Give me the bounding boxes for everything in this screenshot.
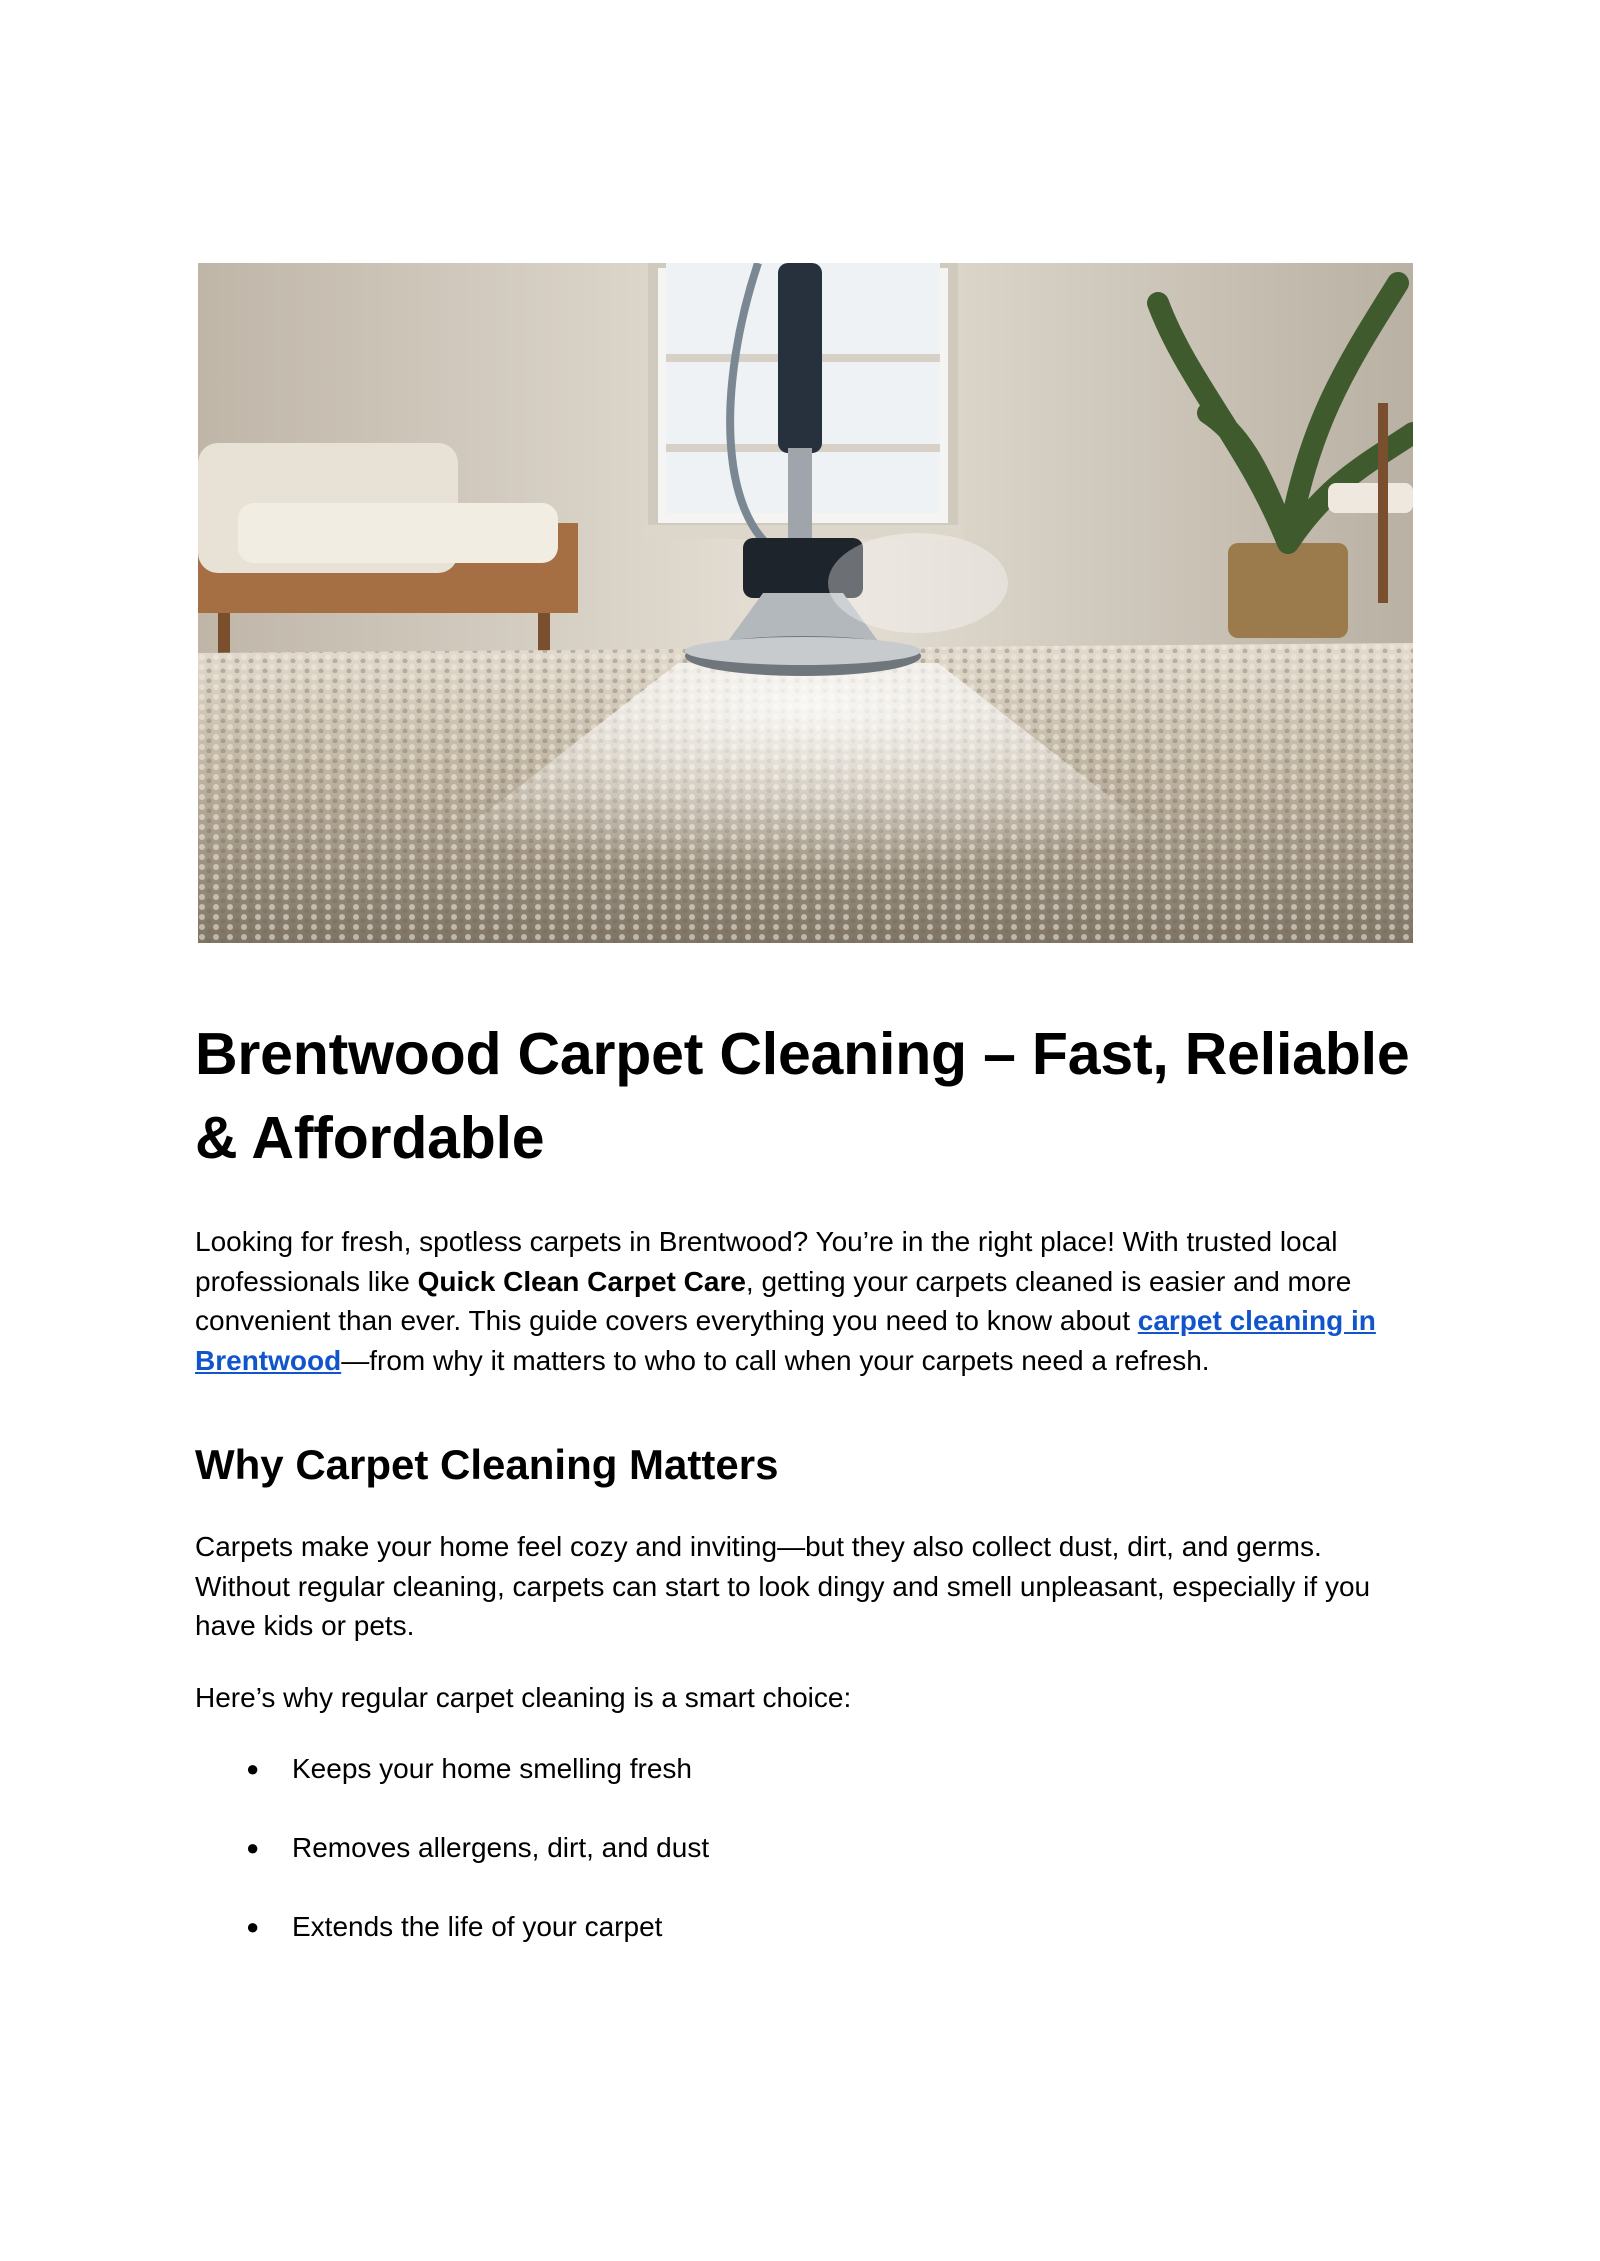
list-item <box>195 1828 1415 1868</box>
intro-text-2: , getting your carpets cleaned is easier and more convenient than ever. This guide covers everything you need to know about <box>195 1265 1352 1336</box>
bullet-icon: ● <box>246 1914 260 1939</box>
carpet-cleaning-photo <box>198 263 1413 943</box>
list-item <box>195 1907 1415 1947</box>
intro-text-3: —from why it matters to who to call when your carpets need a refresh. <box>341 1344 1210 1376</box>
list-item <box>195 1749 1415 1789</box>
benefits-list <box>195 1749 1415 1947</box>
why-paragraph: Here’s why regular carpet cleaning is a smart choice: <box>195 1681 852 1713</box>
list-item-text: Extends the life of your carpet <box>292 1911 663 1942</box>
list-item-text: Removes allergens, dirt, and dust <box>292 1832 710 1863</box>
section-heading: Why Carpet Cleaning Matters <box>195 1441 779 1488</box>
intro-text-1: Looking for fresh, spotless carpets in Brentwood? You’re in the right place! With trusted local professionals like <box>195 1226 1338 1297</box>
bullet-icon: ● <box>246 1835 260 1860</box>
carpets-paragraph: Carpets make your home feel cozy and inviting—but they also collect dust, dirt, and germs. Without regular cleaning, carpets can start to look dingy and smell unpleasant, especially if you have kids or pets. <box>195 1531 1371 1641</box>
hero-image <box>198 263 1413 943</box>
carpet-cleaning-brentwood-link[interactable]: carpet cleaning in Brentwood <box>195 1305 1376 1376</box>
list-item-text: Keeps your home smelling fresh <box>292 1753 692 1784</box>
business-name: Quick Clean Carpet Care <box>417 1265 746 1297</box>
page-title: Brentwood Carpet Cleaning – Fast, Reliable & Affordable <box>195 1021 1410 1171</box>
article-content <box>195 1012 1415 1986</box>
intro-paragraph <box>195 1222 1415 1380</box>
bullet-icon: ● <box>246 1756 260 1781</box>
